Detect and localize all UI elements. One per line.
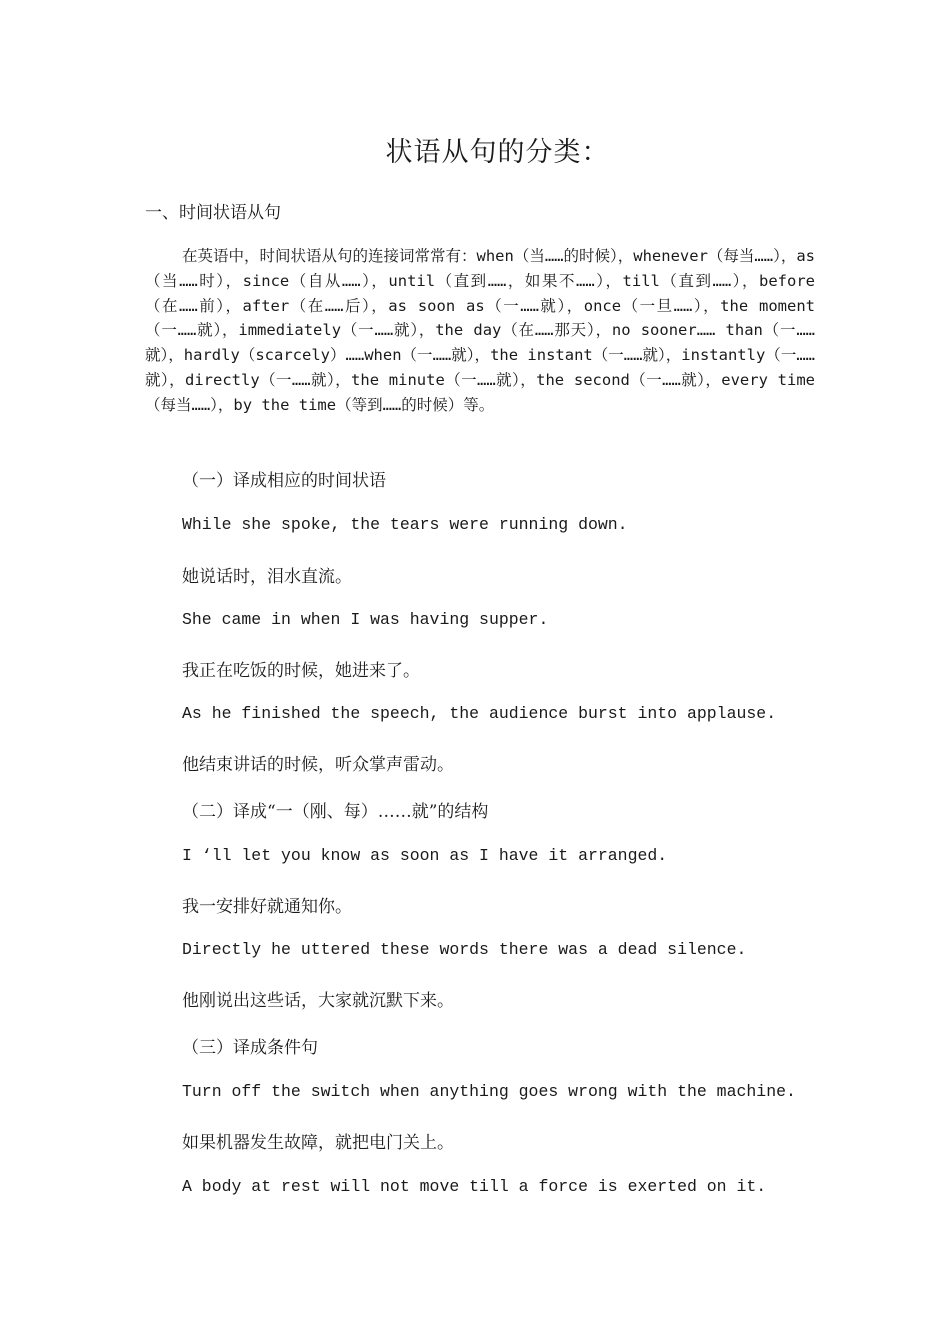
intro-paragraph: 在英语中，时间状语从句的连接词常常有：when（当……的时候），whenever（每当……），as（当……时），since（自从……），until（直到……，如果不……），till（直到……），before（在……前），after（在……后），as soon as（一……就），once（一旦……），the moment（一……就），immediately（一……就），the day（在……那天），no sooner…… than（一……就），hardly（scarcely）……when（一……就），the instant（一……就），instantly（一……就），directly（一……就），the minute（一……就），the second（一……就），every time（每当……），by the time（等到……的时候）等。: [145, 247, 815, 414]
example-chinese-2: 我正在吃饭的时候，她进来了。: [182, 661, 420, 681]
document-title: 状语从句的分类：: [385, 137, 610, 168]
example-english-6: Turn off the switch when anything goes wrong with the machine.: [182, 1082, 796, 1101]
example-english-2: She came in when I was having supper.: [182, 610, 549, 629]
example-chinese-5: 他刚说出这些话，大家就沉默下来。: [182, 991, 454, 1011]
subsection-heading-3: （三）译成条件句: [182, 1038, 318, 1058]
example-english-3: As he finished the speech, the audience burst into applause.: [182, 704, 777, 723]
example-chinese-3: 他结束讲话的时候，听众掌声雷动。: [182, 755, 454, 775]
example-english-1: While she spoke, the tears were running down.: [182, 515, 628, 534]
section-heading: 一、时间状语从句: [145, 203, 281, 223]
example-english-7: A body at rest will not move till a force is exerted on it.: [182, 1177, 767, 1196]
example-english-4: I ‘ll let you know as soon as I have it arranged.: [182, 846, 668, 865]
example-chinese-4: 我一安排好就通知你。: [182, 897, 352, 917]
example-chinese-6: 如果机器发生故障，就把电门关上。: [182, 1133, 454, 1153]
subsection-heading-1: （一）译成相应的时间状语: [182, 471, 386, 491]
example-chinese-1: 她说话时，泪水直流。: [182, 567, 352, 587]
example-english-5: Directly he uttered these words there was a dead silence.: [182, 940, 747, 959]
subsection-heading-2: （二）译成“一（刚、每）……就”的结构: [182, 802, 489, 822]
